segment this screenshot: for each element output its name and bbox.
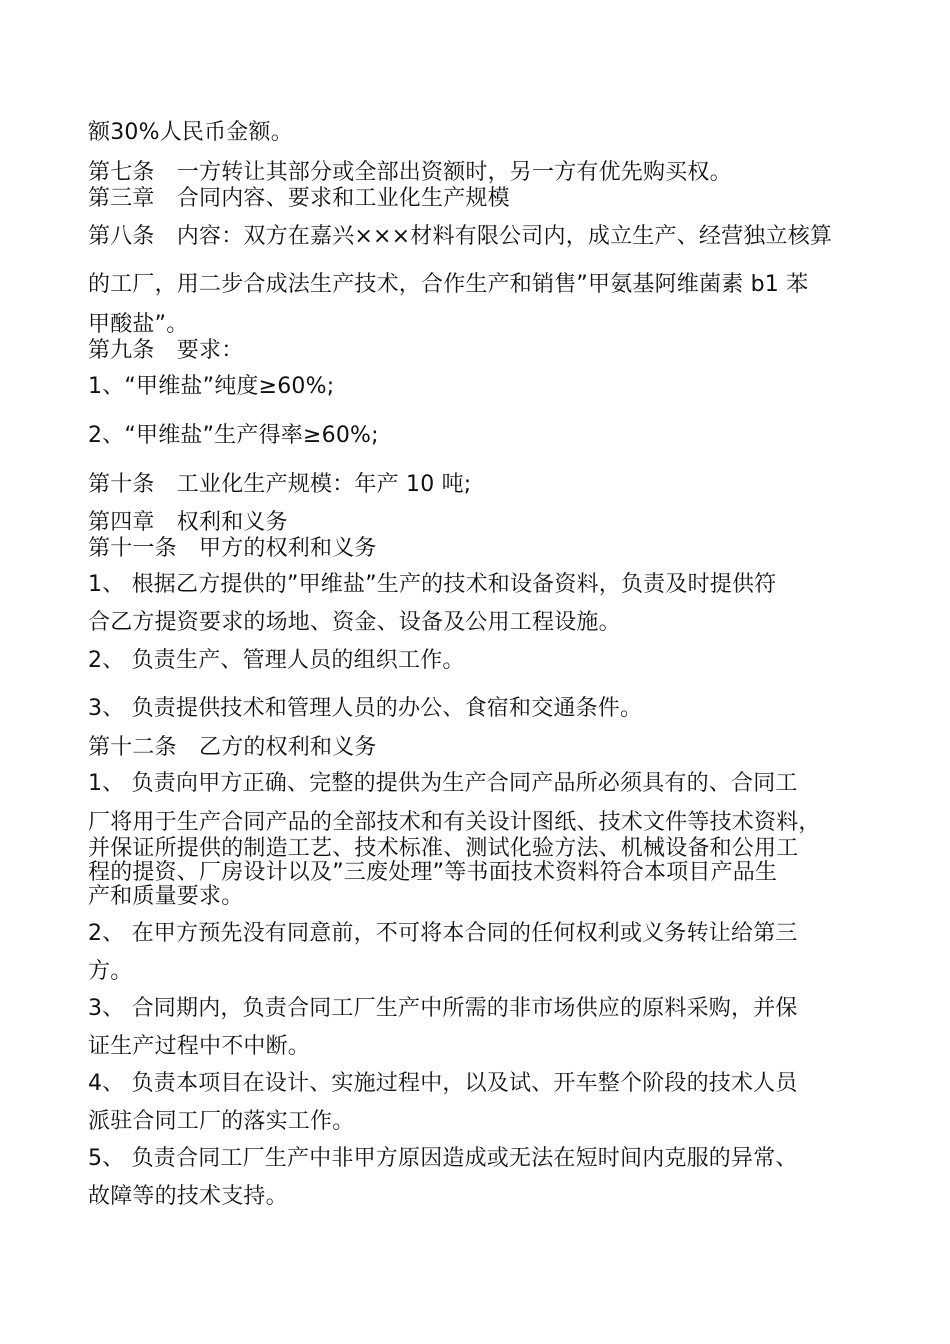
list-item: 1、 根据乙方提供的”甲维盐”生产的技术和设备资料，负责及时提供符: [88, 572, 777, 597]
text-line: 故障等的技术支持。: [88, 1184, 288, 1209]
chapter-3-heading: 第三章 合同内容、要求和工业化生产规模: [88, 186, 510, 211]
text-line: 产和质量要求。: [88, 884, 244, 909]
article-12: 第十二条 乙方的权利和义务: [88, 735, 377, 760]
text-line: 甲酸盐”。: [88, 312, 189, 337]
list-item: 2、 在甲方预先没有同意前，不可将本合同的任何权利或义务转让给第三: [88, 921, 798, 946]
article-10: 第十条 工业化生产规模：年产 10 吨;: [88, 472, 472, 497]
list-item: 5、 负责合同工厂生产中非甲方原因造成或无法在短时间内克服的异常、: [88, 1146, 798, 1171]
text-line: 方。: [88, 959, 133, 984]
article-8: 第八条 内容：双方在嘉兴×××材料有限公司内，成立生产、经营独立核算: [88, 224, 833, 249]
text-line: 的工厂，用二步合成法生产技术，合作生产和销售”甲氨基阿维菌素 b1 苯: [88, 272, 809, 297]
list-item: 2、“甲维盐”生产得率≥60%;: [88, 423, 379, 448]
list-item: 3、 合同期内，负责合同工厂生产中所需的非市场供应的原料采购，并保: [88, 996, 798, 1021]
list-item: 1、 负责向甲方正确、完整的提供为生产合同产品所必须具有的、合同工: [88, 771, 798, 796]
text-line: 并保证所提供的制造工艺、技术标准、测试化验方法、机械设备和公用工: [88, 836, 799, 861]
text-line: 程的提资、厂房设计以及”三废处理”等书面技术资料符合本项目产品生: [88, 860, 778, 885]
list-item: 2、 负责生产、管理人员的组织工作。: [88, 648, 465, 673]
list-item: 3、 负责提供技术和管理人员的办公、食宿和交通条件。: [88, 696, 643, 721]
list-item: 1、“甲维盐”纯度≥60%;: [88, 374, 335, 399]
article-7: 第七条 一方转让其部分或全部出资额时，另一方有优先购买权。: [88, 160, 732, 185]
text-line: 证生产过程中不中断。: [88, 1034, 311, 1059]
list-item: 4、 负责本项目在设计、实施过程中，以及试、开车整个阶段的技术人员: [88, 1071, 798, 1096]
chapter-4-heading: 第四章 权利和义务: [88, 510, 288, 535]
text-line: 派驻合同工厂的落实工作。: [88, 1109, 355, 1134]
text-line: 额30%人民币金额。: [88, 120, 293, 145]
text-line: 合乙方提资要求的场地、资金、设备及公用工程设施。: [88, 610, 621, 635]
article-9: 第九条 要求：: [88, 338, 244, 363]
text-line: 厂将用于生产合同产品的全部技术和有关设计图纸、技术文件等技术资料，: [88, 810, 821, 835]
article-11: 第十一条 甲方的权利和义务: [88, 536, 377, 561]
